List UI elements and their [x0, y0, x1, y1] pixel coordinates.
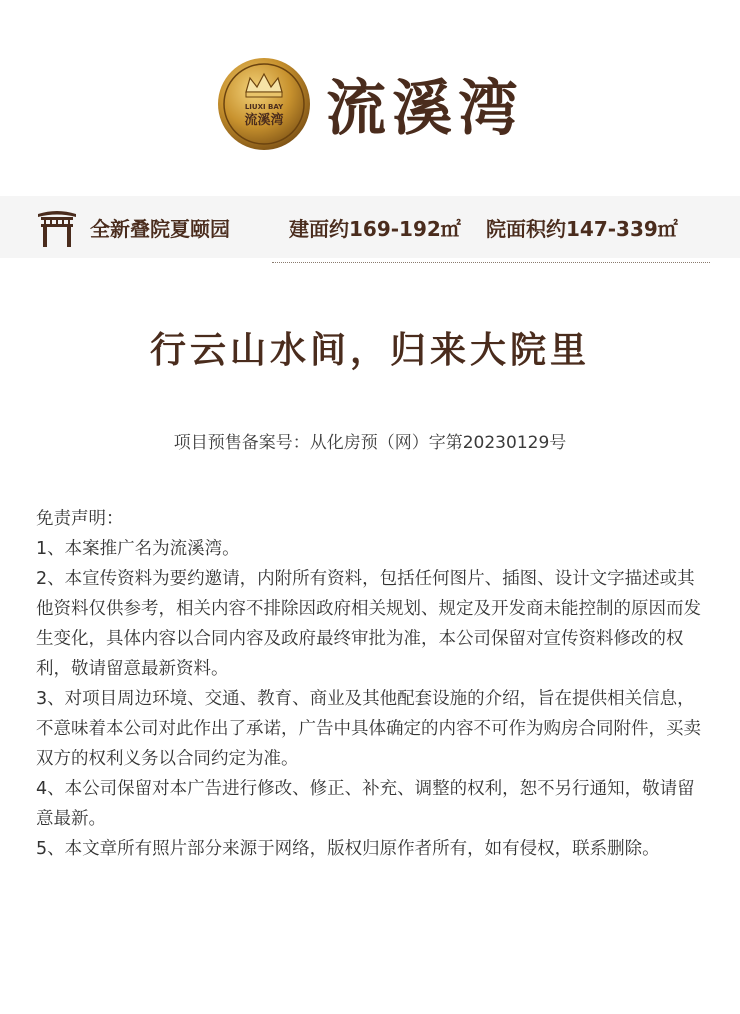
svg-text:LIUXI BAY: LIUXI BAY	[244, 103, 284, 111]
slogan-headline: 行云山水间，归来大院里	[149, 329, 590, 371]
disclaimer-item-1: 1、本案推广名为流溪湾。	[36, 539, 240, 559]
yard-area-text: 院面积约147-339㎡	[486, 217, 678, 241]
build-area-text: 建面约169-192㎡	[289, 217, 461, 241]
presale-registration-number: 项目预售备案号：从化房预（网）字第20230129号	[173, 433, 567, 453]
brand-logo	[216, 56, 312, 152]
disclaimer-item-4: 4、本公司保留对本广告进行修改、修正、补充、调整的权利，恕不另行通知，敬请留意最新。	[36, 779, 695, 829]
brand-name: 流溪湾	[326, 74, 524, 144]
disclaimer-item-2: 2、本宣传资料为要约邀请，内附所有资料，包括任何图片、插图、设计文字描述或其他资料仅供参考，相关内容不排除因政府相关规划、规定及开发商未能控制的原因而发生变化，具体内容以合同内容及政府最终审批为准，本公司保留对宣传资料修改的权利，敬请留意最新资料。	[36, 569, 701, 679]
dotted-divider	[272, 262, 710, 263]
svg-text:流溪湾: 流溪湾	[244, 113, 284, 128]
project-tagline: 全新叠院夏颐园	[90, 217, 230, 241]
disclaimer-section	[36, 504, 708, 864]
chinese-gate-icon	[36, 206, 78, 248]
disclaimer-item-5: 5、本文章所有照片部分来源于网络，版权归原作者所有，如有侵权，联系删除。	[36, 839, 660, 859]
disclaimer-item-3: 3、对项目周边环境、交通、教育、商业及其他配套设施的介绍，旨在提供相关信息，不意味着本公司对此作出了承诺，广告中具体确定的内容不可作为购房合同附件，买卖双方的权利义务以合同约定为准。	[36, 689, 701, 769]
disclaimer-title: 免责声明：	[36, 509, 124, 529]
brand-header	[0, 44, 740, 164]
